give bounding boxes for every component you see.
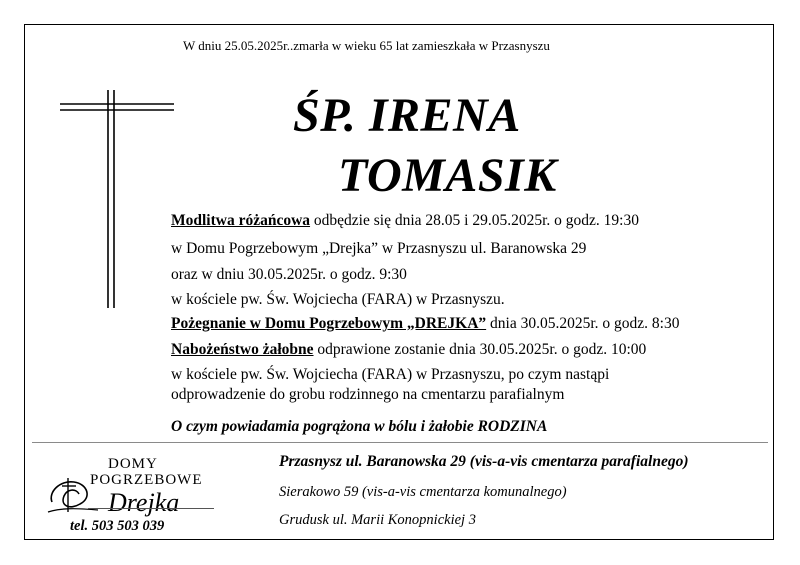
notice-line-text: odprawione zostanie dnia 30.05.2025r. o godz. 10:00 (313, 341, 647, 358)
address-line: Przasnysz ul. Baranowska 29 (vis-a-vis cmentarza parafialnego) (279, 453, 689, 470)
phone-number: tel. 503 503 039 (70, 518, 165, 534)
deceased-name-line2: TOMASIK (338, 149, 557, 202)
cross-icon (58, 90, 178, 310)
notice-line-text: oraz w dniu 30.05.2025r. o godz. 9:30 (171, 266, 407, 283)
logo-rule (88, 508, 214, 509)
notice-line-text: w kościele pw. Św. Wojciecha (FARA) w Przasnyszu. (171, 291, 505, 308)
logo-brand: Drejka (108, 488, 180, 517)
closing-text: O czym powiadamia pogrążona w bólu i żałobie RODZINA (171, 418, 548, 435)
address-line: Sierakowo 59 (vis-a-vis cmentarza komunalnego) (279, 484, 567, 500)
logo-line2: POGRZEBOWE (90, 472, 203, 488)
notice-line-bold: Nabożeństwo żałobne (171, 341, 314, 358)
notice-line-text: odprowadzenie do grobu rodzinnego na cmentarzu parafialnym (171, 386, 565, 403)
notice-line (171, 266, 407, 284)
notice-line (171, 386, 564, 404)
notice-line-text: odbędzie się dnia 28.05 i 29.05.2025r. o godz. 19:30 (310, 212, 639, 229)
notice-line-bold: Pożegnanie w Domu Pogrzebowym „DREJKA” (171, 315, 487, 332)
notice-line (171, 366, 609, 384)
intro-text: W dniu 25.05.2025r..zmarła w wieku 65 lat zamieszkała w Przasnyszu (183, 38, 550, 53)
logo-line1: DOMY (108, 456, 158, 472)
notice-line (171, 240, 586, 258)
footer-divider (32, 442, 768, 443)
notice-line (171, 341, 646, 359)
address-line: Grudusk ul. Marii Konopnickiej 3 (279, 512, 476, 528)
notice-line (171, 212, 639, 230)
notice-line-bold: Modlitwa różańcowa (171, 212, 311, 229)
notice-line (171, 315, 679, 333)
deceased-name-line1: ŚP. IRENA (293, 89, 521, 142)
logo-emblem-icon (46, 472, 100, 516)
notice-line-text: dnia 30.05.2025r. o godz. 8:30 (486, 315, 680, 332)
notice-line-text: w Domu Pogrzebowym „Drejka” w Przasnyszu ul. Baranowska 29 (171, 240, 587, 257)
notice-line-text: w kościele pw. Św. Wojciecha (FARA) w Przasnyszu, po czym nastąpi (171, 366, 610, 383)
notice-line (171, 291, 505, 309)
